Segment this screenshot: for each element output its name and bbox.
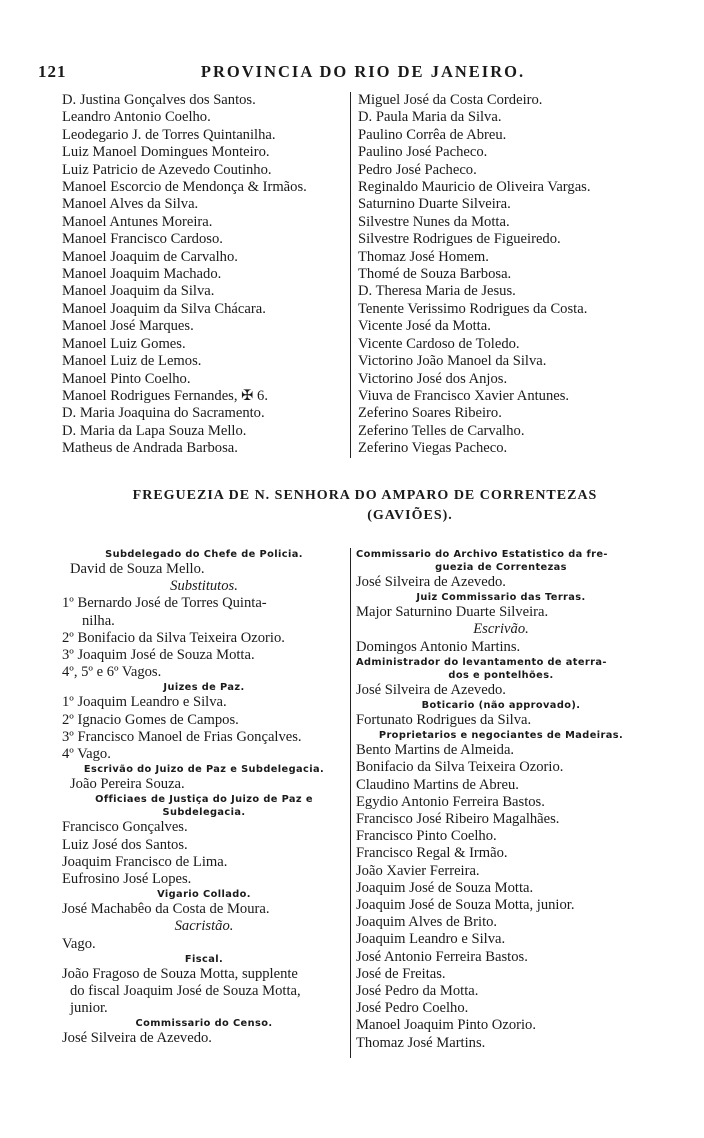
list-item: Manoel Pinto Coelho.	[62, 370, 191, 387]
list-item: José de Freitas.	[356, 965, 446, 982]
office-holder: José Silveira de Azevedo.	[62, 1030, 212, 1047]
office-heading: Vigario Collado.	[157, 889, 251, 901]
list-item: Manoel Luiz Gomes.	[62, 335, 186, 352]
office-holder: José Silveira de Azevedo.	[356, 574, 506, 590]
office-holder: Domingos Antonio Martins.	[356, 638, 521, 655]
office-holder: do fiscal Joaquim José de Souza Motta,	[70, 983, 301, 1000]
office-holder: Vago.	[62, 935, 96, 952]
list-item: Victorino José dos Anjos.	[358, 370, 508, 387]
office-holder: 3º Francisco Manoel de Frias Gonçalves.	[62, 728, 302, 745]
list-item: Viuva de Francisco Xavier Antunes.	[358, 387, 570, 404]
list-item: Manoel Joaquim Pinto Ozorio.	[356, 1017, 536, 1034]
list-item: Francisco José Ribeiro Magalhães.	[356, 811, 560, 828]
office-holder: José Machabêo da Costa de Moura.	[62, 901, 270, 918]
list-item: Manoel Alves da Silva.	[62, 196, 199, 213]
list-item: Miguel José da Costa Cordeiro.	[358, 92, 543, 108]
list-item: José Pedro da Motta.	[356, 983, 479, 1000]
office-holder: João Fragoso de Souza Motta, supplente	[62, 965, 298, 982]
office-heading: Administrador do levantamento de aterra-	[356, 656, 607, 668]
office-heading: Subdelegado do Chefe de Policia.	[105, 549, 303, 560]
office-holder-text: 1º Bernardo José de Torres Quinta-	[62, 595, 267, 612]
office-holder: Major Saturnino Duarte Silveira.	[356, 604, 549, 621]
list-item: Manoel Escorcio de Mendonça & Irmãos.	[62, 179, 307, 196]
section-title	[60, 486, 670, 526]
office-holder: Eufrosino José Lopes.	[62, 871, 192, 888]
list-item: Manoel Joaquim da Silva.	[62, 283, 215, 300]
office-heading: Juizes de Paz.	[163, 682, 245, 694]
list-item: Leodegario J. de Torres Quintanilha.	[62, 126, 276, 143]
list-item: Luiz Manoel Domingues Monteiro.	[62, 144, 270, 161]
top-left-column	[62, 92, 348, 458]
office-heading: Sacristão.	[174, 918, 234, 935]
running-title: PROVINCIA DO RIO DE JANEIRO.	[200, 62, 526, 81]
office-heading: Substitutos.	[170, 578, 238, 595]
list-item: Manoel Rodrigues Fernandes, ✠ 6.	[62, 387, 268, 404]
office-heading: Boticario (não approvado).	[421, 700, 581, 712]
list-item: Victorino João Manoel da Silva.	[358, 353, 547, 370]
office-holder	[62, 595, 346, 612]
list-item: D. Paula Maria da Silva.	[358, 109, 502, 126]
bottom-right-column	[356, 548, 646, 1052]
list-item: D. Justina Gonçalves dos Santos.	[62, 92, 256, 108]
office-holder: junior.	[70, 1000, 108, 1017]
office-holder: João Pereira Souza.	[70, 776, 185, 793]
list-item: Manoel Antunes Moreira.	[62, 213, 213, 230]
office-holder: nilha.	[82, 612, 115, 629]
list-item: Paulino Corrêa de Abreu.	[358, 126, 507, 143]
list-item: Thomé de Souza Barbosa.	[358, 266, 512, 283]
list-item: Francisco Regal & Irmão.	[356, 845, 508, 862]
office-holder: José Silveira de Azevedo.	[356, 681, 506, 698]
list-item: Matheus de Andrada Barbosa.	[62, 440, 238, 457]
list-item: Saturnino Duarte Silveira.	[358, 196, 511, 213]
list-item: Thomaz José Homem.	[358, 248, 489, 265]
list-item: Leandro Antonio Coelho.	[62, 109, 211, 126]
office-heading: Commissario do Archivo Estatistico da fre-	[356, 549, 608, 560]
list-item: Bonifacio da Silva Teixeira Ozorio.	[356, 759, 564, 776]
list-item: Joaquim José de Souza Motta.	[356, 879, 534, 896]
list-item: Tenente Verissimo Rodrigues da Costa.	[358, 300, 588, 317]
list-item: Bento Martins de Almeida.	[356, 742, 515, 759]
list-item: Silvestre Nunes da Motta.	[358, 213, 510, 230]
office-holder: 4º, 5º e 6º Vagos.	[62, 664, 162, 681]
list-item: Manoel Francisco Cardoso.	[62, 231, 223, 248]
list-item: Manoel Luiz de Lemos.	[62, 353, 202, 370]
top-right-column	[358, 92, 644, 458]
office-heading: Subdelegacia.	[162, 807, 246, 819]
list-item: Silvestre Rodrigues de Figueiredo.	[358, 231, 561, 248]
list-item: Vicente Cardoso de Toledo.	[358, 335, 520, 352]
list-item: D. Theresa Maria de Jesus.	[358, 283, 516, 300]
section-title-subtitle: (GAVIÕES).	[367, 508, 453, 523]
list-item: Joaquim José de Souza Motta, junior.	[356, 897, 575, 914]
office-holder: 4º Vago.	[62, 746, 111, 763]
list-item: Zeferino Soares Ribeiro.	[358, 405, 502, 422]
office-holder: Fortunato Rodrigues da Silva.	[356, 712, 532, 729]
list-item: Claudino Martins de Abreu.	[356, 776, 519, 793]
office-heading: Escrivão do Juizo de Paz e Subdelegacia.	[83, 764, 325, 776]
list-item: José Pedro Coelho.	[356, 1000, 469, 1017]
office-heading: Officiaes de Justiça do Juizo de Paz e	[95, 794, 313, 806]
office-heading: Commissario do Censo.	[135, 1018, 273, 1030]
list-item: Luiz Patricio de Azevedo Coutinho.	[62, 161, 272, 178]
office-heading: Fiscal.	[184, 953, 224, 965]
list-item: D. Maria Joaquina do Sacramento.	[62, 405, 265, 422]
column-divider	[350, 92, 351, 458]
office-heading: dos e pontelhões.	[448, 669, 554, 681]
list-item: Thomaz José Martins.	[356, 1034, 486, 1051]
office-holder: Luiz José dos Santos.	[62, 836, 188, 853]
office-heading: Escrivão.	[473, 621, 529, 638]
list-item: Paulino José Pacheco.	[358, 144, 488, 161]
list-item: Joaquim Leandro e Silva.	[356, 931, 506, 948]
running-head	[38, 62, 658, 88]
list-item: D. Maria da Lapa Souza Mello.	[62, 422, 247, 439]
column-divider	[350, 548, 351, 1058]
list-item: João Xavier Ferreira.	[356, 862, 480, 879]
office-holder: 3º Joaquim José de Souza Motta.	[62, 647, 255, 664]
list-item: Manoel Joaquim de Carvalho.	[62, 248, 238, 265]
office-holder: 2º Ignacio Gomes de Campos.	[62, 711, 239, 728]
office-holder: David de Souza Mello.	[70, 561, 205, 577]
list-item: Manoel José Marques.	[62, 318, 194, 335]
list-item: Reginaldo Mauricio de Oliveira Vargas.	[358, 179, 591, 196]
list-item: Zeferino Viegas Pacheco.	[358, 440, 508, 457]
list-item: Manoel Joaquim Machado.	[62, 266, 222, 283]
office-holder: 1º Joaquim Leandro e Silva.	[62, 694, 227, 711]
list-item: Joaquim Alves de Brito.	[356, 914, 498, 931]
office-holder: Joaquim Francisco de Lima.	[62, 853, 228, 870]
office-heading: Juiz Commissario das Terras.	[416, 592, 586, 604]
section-title-line: FREGUEZIA DE N. SENHORA DO AMPARO DE CORRENTEZAS	[132, 488, 598, 503]
list-item: José Antonio Ferreira Bastos.	[356, 948, 528, 965]
list-item: Zeferino Telles de Carvalho.	[358, 422, 525, 439]
list-item: Manoel Joaquim da Silva Chácara.	[62, 300, 266, 317]
office-holder: Francisco Gonçalves.	[62, 819, 188, 836]
list-item: Vicente José da Motta.	[358, 318, 491, 335]
list-item: Egydio Antonio Ferreira Bastos.	[356, 793, 545, 810]
office-heading: Proprietarios e negociantes de Madeiras.	[378, 730, 624, 742]
page-number: 121	[38, 62, 67, 81]
office-holder: 2º Bonifacio da Silva Teixeira Ozorio.	[62, 629, 285, 646]
list-item: Francisco Pinto Coelho.	[356, 828, 497, 845]
bottom-left-column	[62, 548, 346, 1048]
office-heading: guezia de Correntezas	[435, 562, 567, 573]
list-item: Pedro José Pacheco.	[358, 161, 477, 178]
